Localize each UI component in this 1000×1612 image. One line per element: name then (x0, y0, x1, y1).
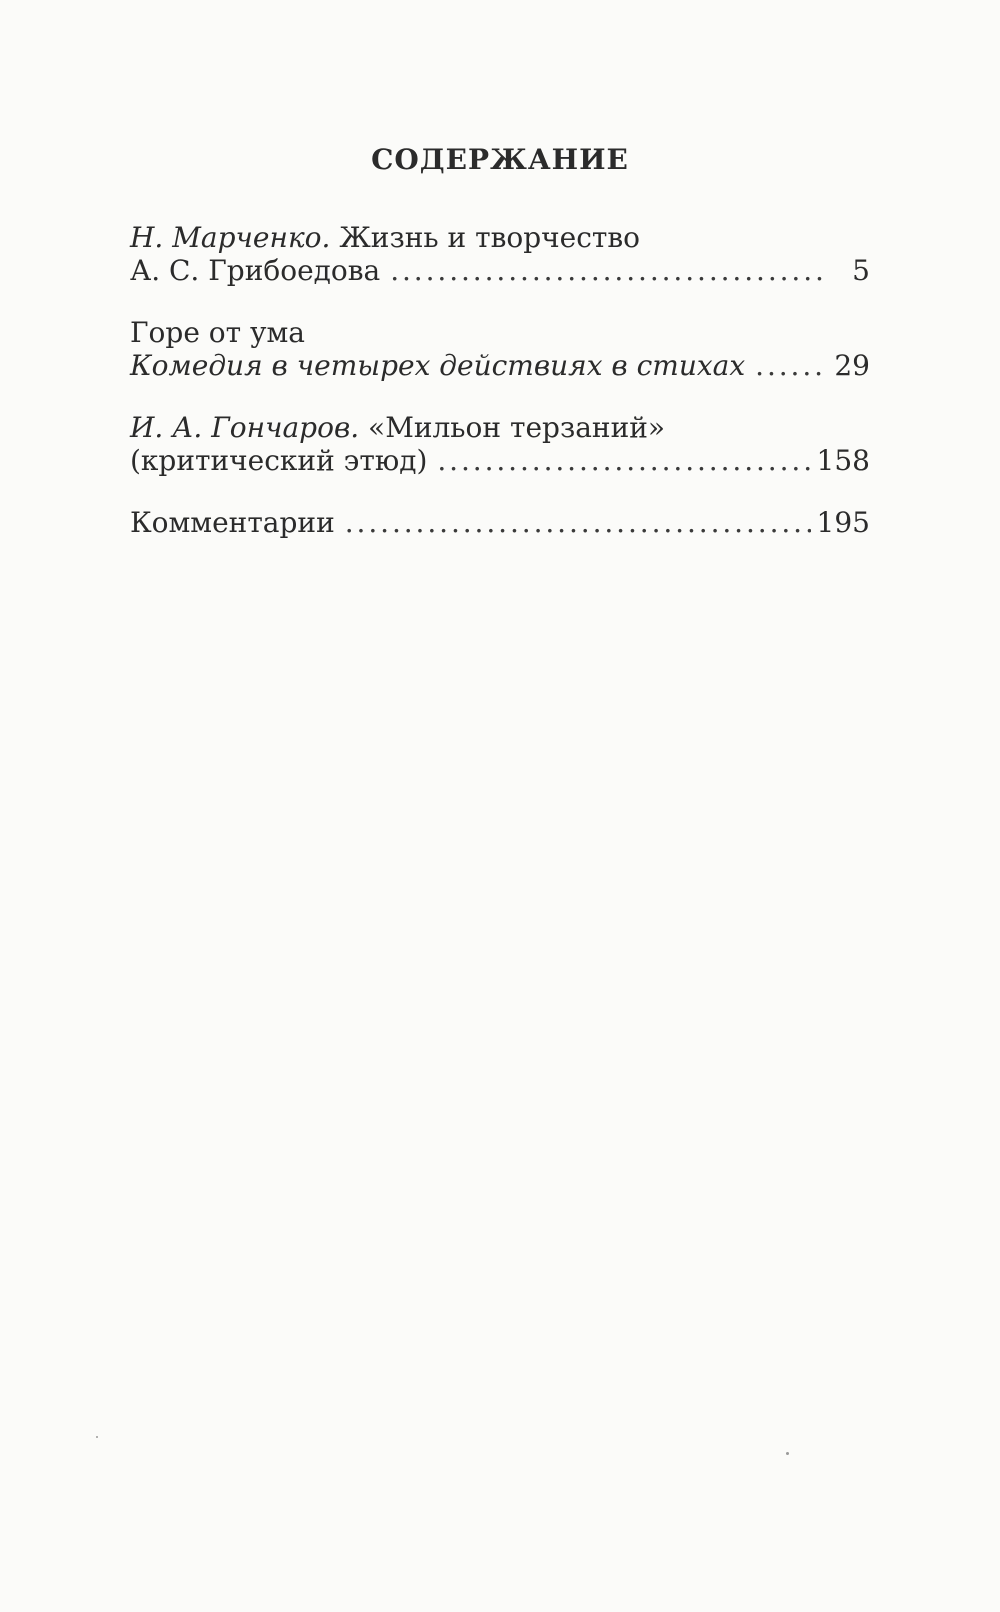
table-of-contents-title: СОДЕРЖАНИЕ (371, 143, 629, 176)
paper-speck (96, 1436, 98, 1438)
table-of-contents (130, 221, 870, 539)
toc-entry-last-line (130, 444, 870, 477)
entry-subtitle: Комедия в четырех действиях в стихах (130, 349, 746, 382)
dot-leader (345, 506, 811, 539)
toc-entry-last-line (130, 349, 870, 382)
entry-title: Комментарии (130, 506, 335, 539)
toc-entry-last-line (130, 506, 870, 539)
page-number: 195 (816, 506, 870, 539)
toc-entry-first-line (130, 411, 870, 444)
toc-entry-last-line (130, 254, 870, 287)
toc-entry-commentary (130, 506, 870, 539)
paper-speck (786, 1452, 789, 1455)
page-number: 29 (834, 349, 870, 382)
toc-entry-gore-ot-uma (130, 316, 870, 382)
entry-title-continuation: А. С. Грибоедова (130, 254, 381, 287)
toc-entry-first-line: Горе от ума (130, 316, 305, 349)
author-name: Н. Марченко. (130, 221, 331, 254)
toc-entry-griboedov-biography (130, 221, 870, 287)
entry-title-continuation: (критический этюд) (130, 444, 428, 477)
toc-entry-first-line (130, 221, 870, 254)
dot-leader (437, 444, 810, 477)
dot-leader (390, 254, 824, 287)
page-number: 158 (816, 444, 870, 477)
author-name: И. А. Гончаров. (130, 411, 360, 444)
page-number: 5 (852, 254, 870, 287)
entry-title-part: Жизнь и творчество (330, 221, 640, 254)
entry-title-part: «Мильон терзаний» (359, 411, 666, 444)
toc-entry-goncharov-essay (130, 411, 870, 477)
dot-leader (755, 349, 824, 382)
